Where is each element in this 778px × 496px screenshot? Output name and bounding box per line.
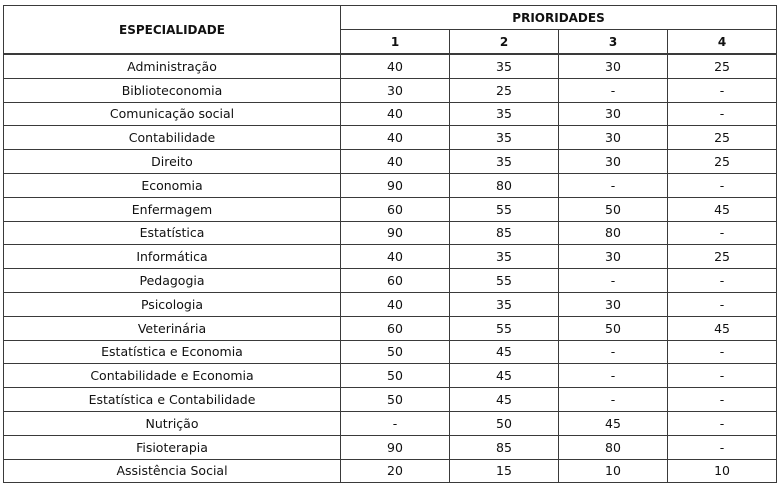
priority-value-cell: 30 xyxy=(559,102,668,126)
priority-value-cell: 25 xyxy=(668,126,777,150)
priority-value-cell: 40 xyxy=(341,245,450,269)
priorities-table-container xyxy=(3,5,777,483)
specialty-cell: Contabilidade e Economia xyxy=(4,364,341,388)
specialty-column-header: ESPECIALIDADE xyxy=(4,6,341,55)
priority-value-cell: 25 xyxy=(450,78,559,102)
priority-value-cell: 90 xyxy=(341,221,450,245)
table-row xyxy=(4,221,777,245)
specialty-cell: Estatística e Economia xyxy=(4,340,341,364)
priority-value-cell: - xyxy=(668,411,777,435)
specialty-cell: Estatística e Contabilidade xyxy=(4,388,341,412)
table-row xyxy=(4,269,777,293)
priority-value-cell: 35 xyxy=(450,292,559,316)
priority-value-cell: 50 xyxy=(341,364,450,388)
priority-value-cell: 45 xyxy=(450,340,559,364)
priority-value-cell: - xyxy=(341,411,450,435)
priority-value-cell: - xyxy=(668,78,777,102)
priority-value-cell: - xyxy=(559,78,668,102)
priority-value-cell: 50 xyxy=(341,388,450,412)
priority-value-cell: 30 xyxy=(559,126,668,150)
specialty-cell: Informática xyxy=(4,245,341,269)
table-body xyxy=(4,54,777,483)
priority-value-cell: 35 xyxy=(450,245,559,269)
priority-value-cell: - xyxy=(559,269,668,293)
table-row xyxy=(4,340,777,364)
table-row xyxy=(4,292,777,316)
specialty-cell: Veterinária xyxy=(4,316,341,340)
priority-value-cell: 30 xyxy=(559,292,668,316)
priority-value-cell: 30 xyxy=(559,245,668,269)
priority-value-cell: 85 xyxy=(450,221,559,245)
table-header xyxy=(4,6,777,55)
priority-value-cell: 55 xyxy=(450,197,559,221)
priority-value-cell: 35 xyxy=(450,126,559,150)
priorities-table xyxy=(3,5,777,483)
priority-value-cell: 20 xyxy=(341,459,450,483)
specialty-cell: Enfermagem xyxy=(4,197,341,221)
specialty-cell: Biblioteconomia xyxy=(4,78,341,102)
table-row xyxy=(4,245,777,269)
priority-value-cell: 60 xyxy=(341,269,450,293)
table-row xyxy=(4,78,777,102)
specialty-cell: Comunicação social xyxy=(4,102,341,126)
priority-value-cell: - xyxy=(559,388,668,412)
table-row xyxy=(4,411,777,435)
priority-value-cell: 35 xyxy=(450,54,559,78)
priority-value-cell: 50 xyxy=(341,340,450,364)
priority-column-header: 4 xyxy=(668,30,777,55)
priority-value-cell: 40 xyxy=(341,102,450,126)
priority-column-header: 2 xyxy=(450,30,559,55)
priority-value-cell: 30 xyxy=(341,78,450,102)
priority-value-cell: 55 xyxy=(450,316,559,340)
priority-value-cell: - xyxy=(668,221,777,245)
priority-value-cell: 10 xyxy=(668,459,777,483)
priority-value-cell: 15 xyxy=(450,459,559,483)
table-row xyxy=(4,316,777,340)
priority-value-cell: - xyxy=(559,340,668,364)
specialty-cell: Administração xyxy=(4,54,341,78)
priority-value-cell: 80 xyxy=(559,221,668,245)
priority-value-cell: 80 xyxy=(559,435,668,459)
table-row xyxy=(4,435,777,459)
priority-value-cell: 40 xyxy=(341,292,450,316)
table-row xyxy=(4,150,777,174)
priority-value-cell: 50 xyxy=(450,411,559,435)
table-row xyxy=(4,197,777,221)
priority-value-cell: 50 xyxy=(559,197,668,221)
priority-value-cell: 25 xyxy=(668,54,777,78)
priority-value-cell: - xyxy=(668,388,777,412)
table-row xyxy=(4,364,777,388)
priority-value-cell: 25 xyxy=(668,245,777,269)
priority-value-cell: 30 xyxy=(559,150,668,174)
specialty-cell: Economia xyxy=(4,173,341,197)
priority-value-cell: 30 xyxy=(559,54,668,78)
priority-value-cell: 85 xyxy=(450,435,559,459)
priority-value-cell: - xyxy=(559,364,668,388)
priority-value-cell: 35 xyxy=(450,150,559,174)
priority-value-cell: 25 xyxy=(668,150,777,174)
specialty-cell: Psicologia xyxy=(4,292,341,316)
priority-value-cell: - xyxy=(559,173,668,197)
specialty-cell: Contabilidade xyxy=(4,126,341,150)
table-row xyxy=(4,54,777,78)
priority-value-cell: 50 xyxy=(559,316,668,340)
priority-value-cell: 55 xyxy=(450,269,559,293)
specialty-cell: Fisioterapia xyxy=(4,435,341,459)
priority-value-cell: 10 xyxy=(559,459,668,483)
table-row xyxy=(4,126,777,150)
priority-value-cell: 45 xyxy=(668,197,777,221)
priority-value-cell: 40 xyxy=(341,150,450,174)
priority-value-cell: 80 xyxy=(450,173,559,197)
priority-value-cell: 90 xyxy=(341,435,450,459)
header-row-top xyxy=(4,6,777,30)
table-row xyxy=(4,173,777,197)
priority-column-header: 1 xyxy=(341,30,450,55)
priority-value-cell: 45 xyxy=(668,316,777,340)
priority-value-cell: 45 xyxy=(559,411,668,435)
priority-value-cell: - xyxy=(668,435,777,459)
priority-value-cell: 45 xyxy=(450,364,559,388)
specialty-cell: Pedagogia xyxy=(4,269,341,293)
priority-value-cell: 60 xyxy=(341,316,450,340)
priority-column-header: 3 xyxy=(559,30,668,55)
priority-value-cell: - xyxy=(668,292,777,316)
specialty-cell: Direito xyxy=(4,150,341,174)
priority-value-cell: - xyxy=(668,269,777,293)
priority-value-cell: 35 xyxy=(450,102,559,126)
table-row xyxy=(4,388,777,412)
priorities-group-header: PRIORIDADES xyxy=(341,6,777,30)
table-row xyxy=(4,102,777,126)
specialty-cell: Estatística xyxy=(4,221,341,245)
priority-value-cell: 45 xyxy=(450,388,559,412)
priority-value-cell: 40 xyxy=(341,126,450,150)
priority-value-cell: 90 xyxy=(341,173,450,197)
specialty-cell: Assistência Social xyxy=(4,459,341,483)
priority-value-cell: 60 xyxy=(341,197,450,221)
priority-value-cell: 40 xyxy=(341,54,450,78)
table-row xyxy=(4,459,777,483)
priority-value-cell: - xyxy=(668,173,777,197)
priority-value-cell: - xyxy=(668,340,777,364)
priority-value-cell: - xyxy=(668,364,777,388)
priority-value-cell: - xyxy=(668,102,777,126)
specialty-cell: Nutrição xyxy=(4,411,341,435)
